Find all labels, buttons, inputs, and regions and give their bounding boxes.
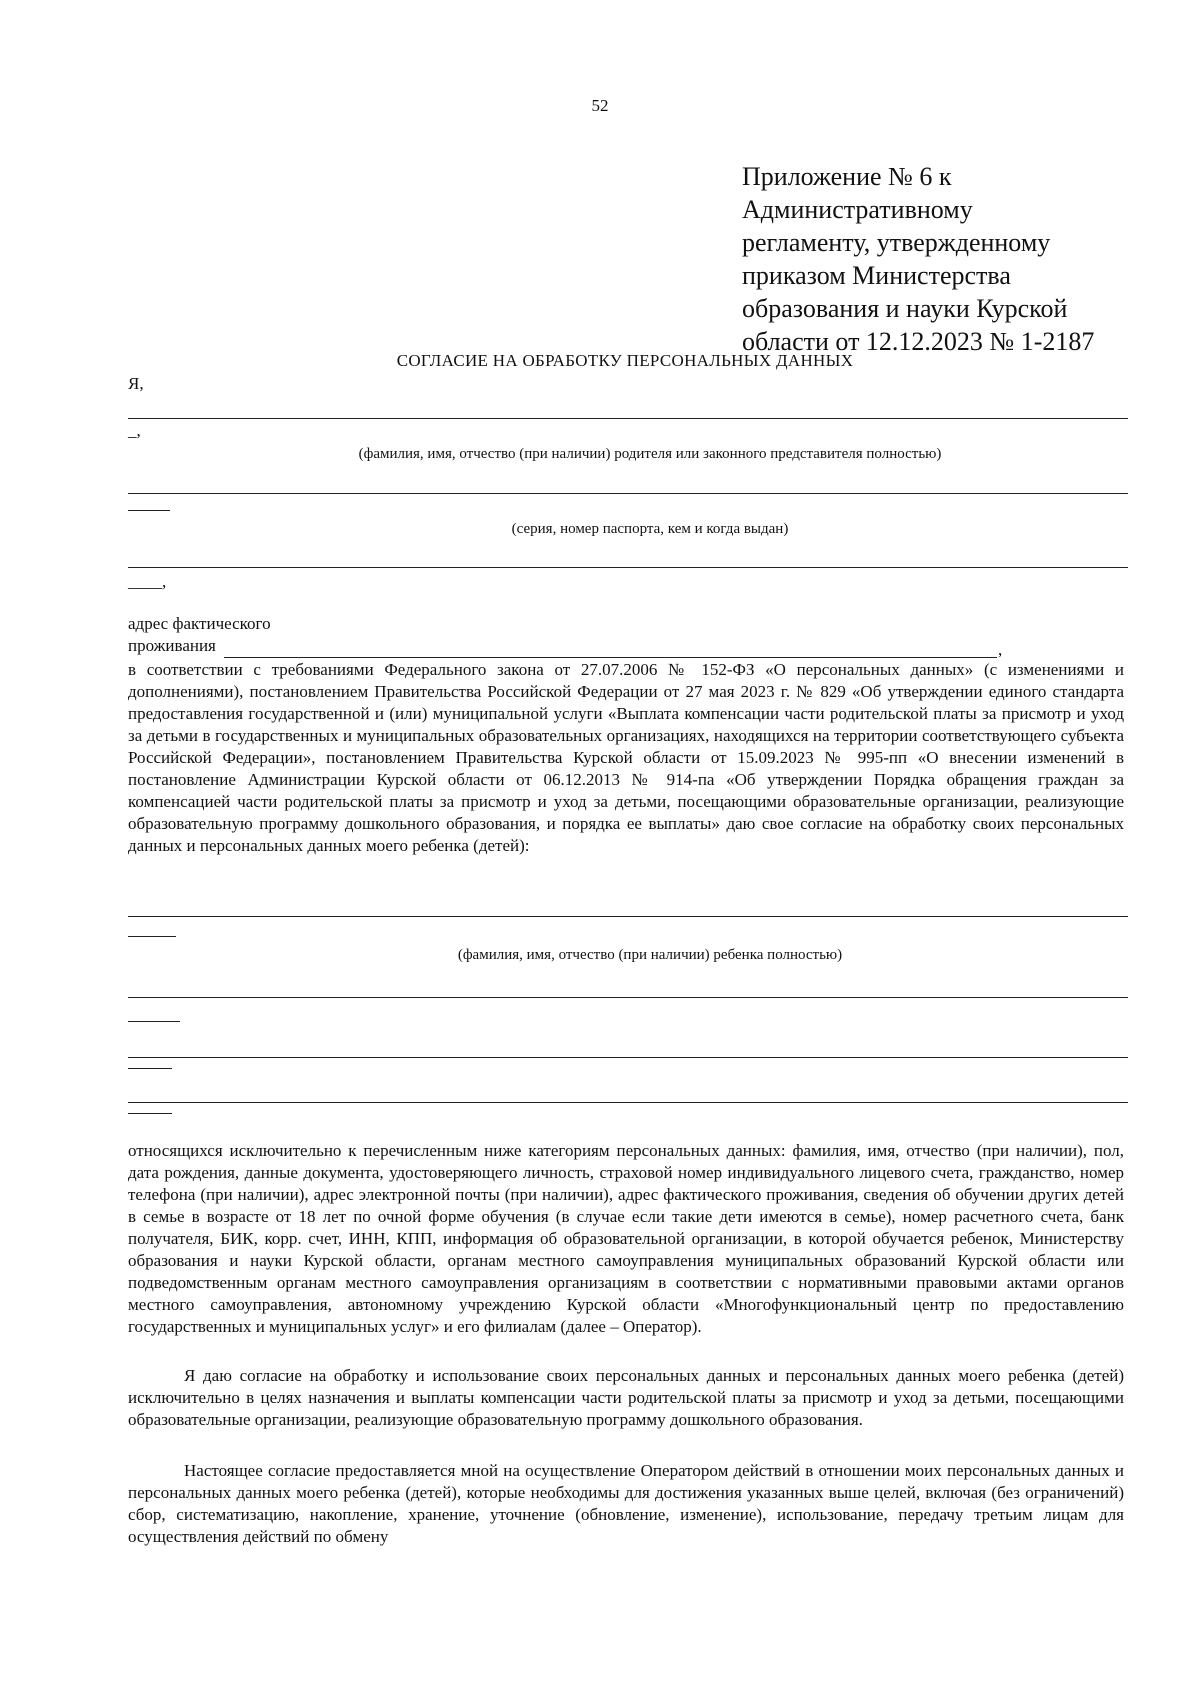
comma-mark: ____, <box>128 572 167 591</box>
document-title: СОГЛАСИЕ НА ОБРАБОТКУ ПЕРСОНАЛЬНЫХ ДАННЫХ <box>396 351 854 370</box>
appendix-line: области от 12.12.2023 № 1-2187 <box>742 327 1095 356</box>
child-name-line <box>128 997 1128 998</box>
actions-paragraph: Настоящее согласие предоставляется мной на осуществление Оператором действий в отношении моих персональных данных и персональных данных моего ребенка (детей), которые необходимы для достижения указанных выше целей, включая (без ограничений) сбор, систематизацию, накопление, хранение, уточнение (обновление, изменение), использование, передачу третьим лицам для осуществления действий по обмену <box>128 1461 1124 1546</box>
passport-line-tail <box>128 510 170 511</box>
parent-name-caption: (фамилия, имя, отчество (при наличии) родителя или законного представителя полностью) <box>358 446 942 462</box>
page-number: 52 <box>591 96 609 115</box>
appendix-header <box>742 160 1162 358</box>
address-label: проживания <box>128 636 216 655</box>
parent-name-line <box>128 418 1128 419</box>
categories-paragraph: относящихся исключительно к перечисленным ниже категориям персональных данных: фамилия, имя, отчество (при наличии), пол, дата рождения, данные документа, удостоверяющего личность, страховой номер индивидуального лицевого счета, гражданство, номер телефона (при наличии), адрес электронной почты (при наличии), адрес фактического проживания, сведения об обучении других детей в семье в возрасте от 18 лет по очной форме обучения (в случае если такие дети имеются в семье), номер расчетного счета, банк получателя, БИК, корр. счет, ИНН, КПП, информация об образовательной организации, в которой обучается ребенок, Министерству образования и науки Курской области, органам местного самоуправления муниципальных образований Курской области или подведомственным органам местного самоуправления организациям в соответствии с нормативными правовыми актами органов местного самоуправления, автономному учреждению Курской области «Многофункциональный центр по предоставлению государственных и муниципальных услуг» и его филиалам (далее – Оператор). <box>128 1141 1124 1336</box>
comma-mark: _, <box>128 421 141 440</box>
appendix-line: приказом Министерства <box>742 261 1011 290</box>
address-line <box>224 657 997 658</box>
passport-line <box>128 493 1128 494</box>
legal-basis-paragraph: в соответствии с требованиями Федерального закона от 27.07.2006 № 152-ФЗ «О персональных данных» (с изменениями и дополнениями), постановлением Правительства Российской Федерации от 27 мая 2023 г. № 829 «Об утверждении единого стандарта предоставления государственной и (или) муниципальной услуги «Выплата компенсации части родительской платы за присмотр и уход за детьми в государственных и муниципальных образовательных организациях, находящихся на территории соответствующего субъекта Российской Федерации», постановлением Правительства Курской области от 15.09.2023 № 995-пп «О внесении изменений в постановление Администрации Курской области от 06.12.2013 № 914-па «Об утверждении Порядка обращения граждан за компенсацией части родительской платы за присмотр и уход за детьми, посещающими образовательные организации, реализующие образовательную программу дошкольного образования, и порядка ее выплаты» даю свое согласие на обработку своих персональных данных и персональных данных моего ребенка (детей): <box>128 660 1124 855</box>
child-name-line-tail <box>128 1113 172 1114</box>
child-name-line-tail <box>128 936 176 937</box>
passport-caption: (серия, номер паспорта, кем и когда выдан) <box>511 521 789 537</box>
passport-line-2 <box>128 567 1128 568</box>
comma-mark: , <box>998 640 1003 659</box>
child-name-line <box>128 916 1128 917</box>
child-name-line-tail <box>128 1021 180 1022</box>
appendix-line: Приложение № 6 к <box>742 162 952 191</box>
child-name-line <box>128 1102 1128 1103</box>
address-label: адрес фактического <box>128 614 271 633</box>
child-name-line-tail <box>128 1068 172 1069</box>
appendix-line: регламенту, утвержденному <box>742 228 1051 257</box>
appendix-line: образования и науки Курской <box>742 294 1068 323</box>
appendix-line: Административному <box>742 195 973 224</box>
child-name-line <box>128 1057 1128 1058</box>
ya-label: Я, <box>128 374 144 393</box>
purpose-paragraph: Я даю согласие на обработку и использование своих персональных данных и персональных данных моего ребенка (детей) исключительно в целях назначения и выплаты компенсации части родительской платы за присмотр и уход за детьми, посещающими образовательные организации, реализующие образовательную программу дошкольного образования. <box>128 1366 1124 1429</box>
child-name-caption: (фамилия, имя, отчество (при наличии) ребенка полностью) <box>457 947 843 963</box>
